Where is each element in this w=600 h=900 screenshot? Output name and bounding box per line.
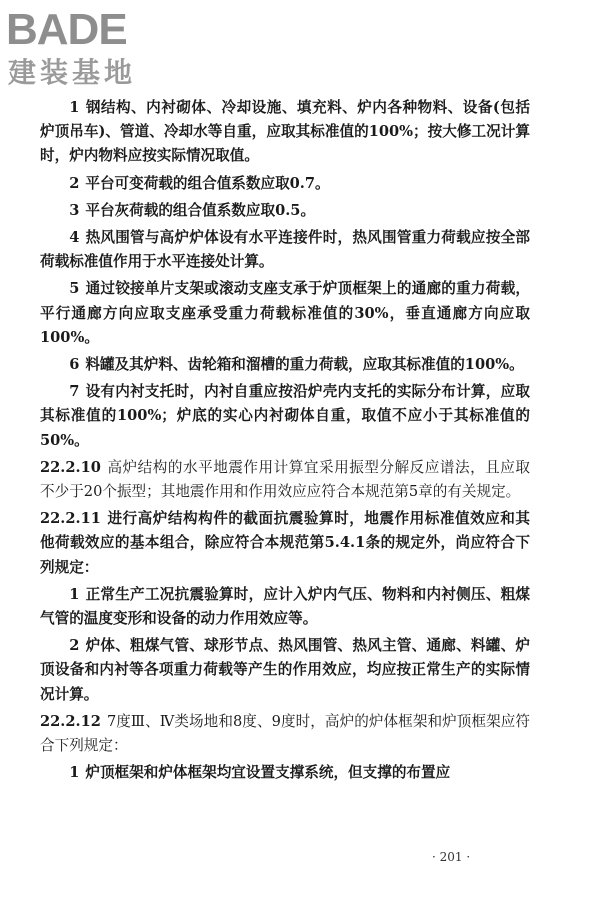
clause-number: 22.2.11: [40, 510, 101, 528]
item-number: 6: [69, 356, 80, 374]
item-text: 正常生产工况抗震验算时，应计入炉内气压、物料和内衬侧压、粗煤气管的温度变形和设备的动力作用效应等。: [40, 585, 530, 628]
item-number: 5: [69, 280, 80, 298]
document-body: [40, 96, 530, 788]
item-text: 钢结构、内衬砌体、冷却设施、填充料、炉内各种物料、设备(包括炉顶吊车)、管道、冷却水等自重，应取其标准值的100%；按大修工况计算时，炉内物料应按实际情况取值。: [40, 99, 530, 165]
item-text: 料罐及其炉料、齿轮箱和溜槽的重力荷载，应取其标准值的100%。: [85, 356, 524, 374]
item-number: 3: [69, 201, 80, 219]
clause-12-item-1: [40, 761, 530, 785]
item-text: 通过铰接单片支架或滚动支座支承于炉顶框架上的通廊的重力荷载，平行通廊方向应取支座承受重力荷载标准值的30%，垂直通廊方向应取100%。: [40, 280, 530, 346]
paragraph-6: [40, 353, 530, 377]
clause-number: 22.2.10: [40, 458, 101, 476]
paragraph-4: [40, 226, 530, 274]
item-text: 炉体、粗煤气管、球形节点、热风围管、热风主管、通廊、料罐、炉顶设备和内衬等各项重力荷载等产生的作用效应，均应按正常生产的实际情况计算。: [40, 637, 530, 703]
item-text: 热风围管与高炉炉体设有水平连接件时，热风围管重力荷载应按全部荷载标准值作用于水平连接处计算。: [40, 229, 530, 271]
item-text: 平台可变荷载的组合值系数应取0.7。: [85, 174, 330, 192]
item-text: 炉顶框架和炉体框架均宜设置支撑系统，但支撑的布置应: [85, 764, 451, 782]
page-number: · 201 ·: [432, 850, 471, 864]
item-number: 1: [69, 764, 80, 782]
paragraph-1: [40, 96, 530, 169]
clause-22-2-12: [40, 710, 530, 758]
logo: [6, 4, 176, 94]
clause-22-2-11: [40, 507, 530, 580]
clause-11-item-1: [40, 583, 530, 631]
paragraph-3: [40, 199, 530, 223]
logo-text: BADE: [6, 5, 127, 54]
paragraph-2: [40, 172, 530, 196]
item-text: 平台灰荷载的组合值系数应取0.5。: [85, 201, 316, 219]
item-number: 2: [69, 174, 80, 192]
clause-text: 进行高炉结构构件的截面抗震验算时，地震作用标准值效应和其他荷载效应的基本组合，除应符合本规范第5.4.1条的规定外，尚应符合下列规定：: [40, 510, 530, 576]
item-number: 1: [69, 585, 80, 603]
item-number: 2: [69, 637, 80, 655]
item-number: 1: [69, 99, 80, 116]
clause-text: 7度Ⅲ、Ⅳ类场地和8度、9度时，高炉的炉体框架和炉顶框架应符合下列规定：: [40, 712, 530, 755]
logo-subtitle: 建装基地: [8, 56, 137, 89]
item-number: 7: [69, 383, 80, 401]
item-text: 设有内衬支托时，内衬自重应按沿炉壳内支托的实际分布计算，应取其标准值的100%；炉底的实心内衬砌体自重，取值不应小于其标准值的50%。: [40, 383, 530, 449]
clause-11-item-2: [40, 634, 530, 707]
item-number: 4: [69, 229, 80, 247]
clause-22-2-10: [40, 456, 530, 504]
paragraph-5: [40, 277, 530, 350]
paragraph-7: [40, 380, 530, 453]
clause-number: 22.2.12: [40, 712, 101, 730]
clause-text: 高炉结构的水平地震作用计算宜采用振型分解反应谱法，且应取不少于20个振型；其地震作用和作用效应应符合本规范第5章的有关规定。: [40, 458, 530, 501]
